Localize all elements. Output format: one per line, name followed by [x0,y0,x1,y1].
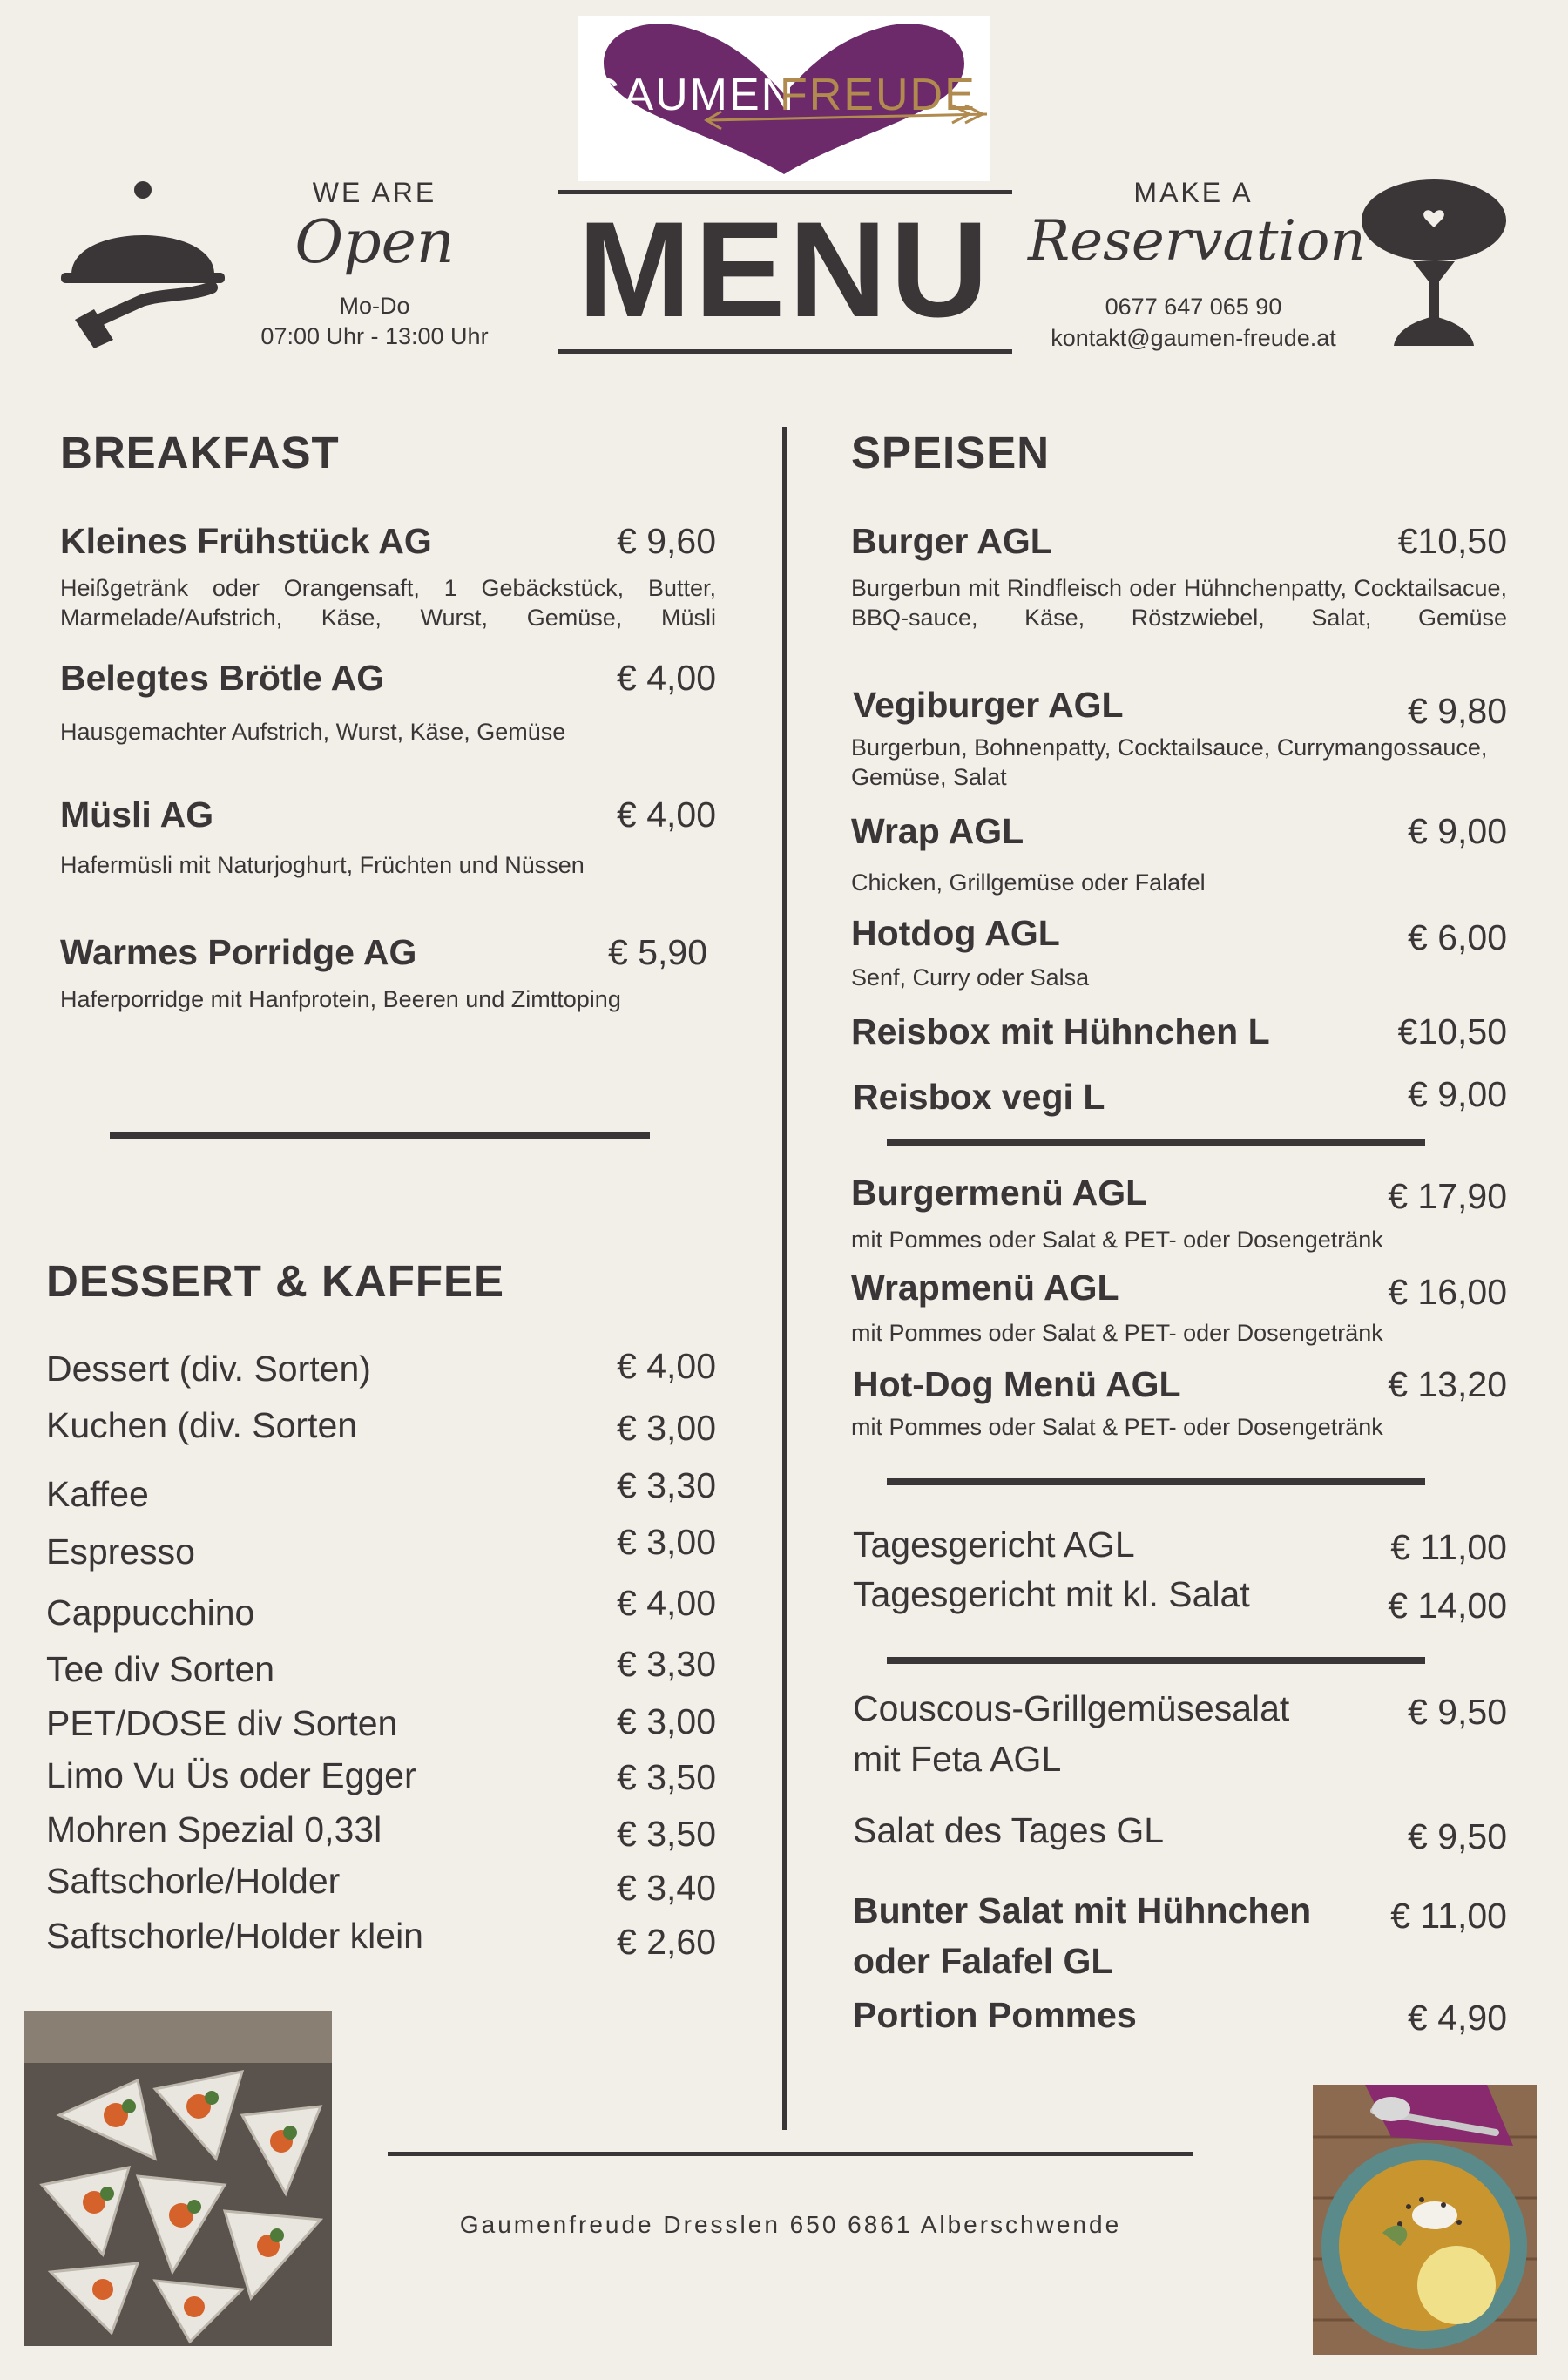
menu-item-price: € 4,00 [617,1346,716,1386]
menu-item-price: € 11,00 [1390,1527,1507,1567]
menu-item-name: Warmes Porridge AG [60,932,417,972]
menu-item-price: € 3,00 [617,1408,716,1448]
menu-item-name: Limo Vu Üs oder Egger [46,1755,416,1795]
email-address[interactable]: kontakt@gaumen-freude.at [1051,325,1336,351]
menu-item-price: € 14,00 [1388,1586,1507,1626]
menu-item-name: Cappucchino [46,1592,255,1633]
menu-item-price: € 9,80 [1408,691,1507,731]
section-divider [110,1132,650,1139]
menu-item-price: € 11,00 [1390,1896,1507,1936]
menu-item-price: € 3,30 [617,1465,716,1505]
menu-item-price: € 4,00 [617,1583,716,1623]
menu-item-name: Bunter Salat mit Hühnchen [853,1890,1312,1930]
breakfast-title: BREAKFAST [60,428,340,477]
menu-item-desc: Hausgemachter Aufstrich, Wurst, Käse, Gemüse [60,719,566,745]
menu-item-name: Saftschorle/Holder [46,1861,341,1901]
dessert-title: DESSERT & KAFFEE [46,1256,505,1306]
menu-item-price: € 4,90 [1408,1998,1507,2038]
brand-part1: GAUMEN [586,70,796,120]
open-script: Open [294,208,455,277]
menu-item-price: € 3,50 [617,1757,716,1797]
phone-number[interactable]: 0677 647 065 90 [1105,294,1282,320]
wraps-photo [24,2011,332,2346]
brand-part2: FREUDE [780,70,977,120]
menu-item-desc: Hafermüsli mit Naturjoghurt, Früchten und Nüssen [60,852,585,878]
menu-item-name: PET/DOSE div Sorten [46,1703,398,1743]
menu-item-price: € 16,00 [1388,1272,1507,1312]
menu-item-price: €10,50 [1397,521,1507,561]
menu-item-price: € 5,90 [608,932,707,972]
menu-item-name: Hot-Dog Menü AGL [853,1364,1181,1404]
page-title: MENU [558,190,1012,354]
menu-item-name: Espresso [46,1531,195,1572]
menu-item-desc: Chicken, Grillgemüse oder Falafel [851,869,1206,896]
menu-item-name: Couscous-Grillgemüsesalat [853,1688,1290,1728]
menu-item-desc: Burgerbun mit Rindfleisch oder Hühnchenpatty, Cocktailsacue, BBQ-sauce, Käse, Röstzwiebel, Salat, Gemüse [851,575,1507,631]
menu-item-name: Wrapmenü AGL [851,1268,1119,1308]
menu-item-price: € 3,00 [617,1701,716,1741]
menu-item-desc: mit Pommes oder Salat & PET- oder Dosengetränk [851,1320,1383,1346]
opening-days: Mo-Do [339,293,410,319]
menu-item-price: € 9,50 [1408,1816,1507,1856]
reservation-script: Reservation [1028,209,1366,274]
menu-item-price: € 2,60 [617,1922,716,1962]
menu-item-name: Portion Pommes [853,1995,1137,2035]
menu-item-desc: mit Pommes oder Salat & PET- oder Dosengetränk [851,1414,1383,1440]
table-icon [1361,179,1507,348]
menu-item-price: €10,50 [1397,1011,1507,1051]
menu-item-name: Salat des Tages GL [853,1810,1165,1850]
column-divider [782,427,787,2130]
menu-item-name: Burger AGL [851,521,1052,561]
menu-item-name: Mohren Spezial 0,33l [46,1809,382,1849]
menu-item-name: Kleines Frühstück AG [60,521,432,561]
menu-item-name: Kuchen (div. Sorten [46,1405,358,1445]
opening-hours: 07:00 Uhr - 13:00 Uhr [260,323,489,349]
menu-item-name: Reisbox mit Hühnchen L [851,1011,1270,1051]
menu-item-name: Dessert (div. Sorten) [46,1349,371,1389]
menu-item-desc: Haferporridge mit Hanfprotein, Beeren und Zimttoping [60,986,621,1012]
speisen-title: SPEISEN [851,428,1051,477]
menu-item-price: € 4,00 [617,658,716,698]
menu-item-price: € 17,90 [1388,1176,1507,1216]
menu-item-price: € 9,00 [1408,811,1507,851]
menu-item-price: € 9,60 [617,521,716,561]
menu-item-price: € 9,50 [1408,1692,1507,1732]
menu-item-name: Vegiburger AGL [853,685,1124,725]
menu-item-price: € 3,30 [617,1644,716,1684]
menu-item-name: Tagesgericht AGL [853,1525,1135,1565]
menu-item-name: Hotdog AGL [851,913,1060,953]
menu-item-price: € 13,20 [1388,1364,1507,1404]
menu-item-name: Burgermenü AGL [851,1173,1148,1213]
menu-item-name: Wrap AGL [851,811,1024,851]
section-divider [887,1657,1425,1664]
menu-item-desc: Senf, Curry oder Salsa [851,964,1090,991]
menu-item-name: Müsli AG [60,794,214,835]
open-label-small: WE ARE [312,177,437,208]
menu-item-name: Saftschorle/Holder klein [46,1916,423,1956]
menu-item-name: Tagesgericht mit kl. Salat [853,1574,1250,1614]
menu-item-name: Belegtes Brötle AG [60,658,385,698]
menu-item-price: € 3,40 [617,1868,716,1908]
menu-item-name-cont: oder Falafel GL [853,1941,1113,1981]
menu-item-price: € 6,00 [1408,917,1507,957]
cloche-icon [59,179,226,348]
menu-item-desc: Heißgetränk oder Orangensaft, 1 Gebäckstück, Butter, Marmelade/Aufstrich, Käse, Wurst, Gemüse, Müsli [60,575,716,631]
menu-item-desc: Burgerbun, Bohnenpatty, Cocktailsauce, Currymangossauce, Gemüse, Salat [851,734,1488,790]
menu-item-name: Tee div Sorten [46,1649,275,1689]
menu-item-desc: mit Pommes oder Salat & PET- oder Dosengetränk [851,1227,1383,1253]
menu-item-price: € 4,00 [617,794,716,835]
menu-item-name: Kaffee [46,1474,149,1514]
section-divider [887,1139,1425,1146]
footer-address: Gaumenfreude Dresslen 650 6861 Alberschwende [459,2211,1122,2238]
brand-logo [578,16,990,181]
menu-item-price: € 3,50 [617,1814,716,1854]
menu-item-price: € 9,00 [1408,1074,1507,1114]
section-divider [887,1478,1425,1485]
menu-item-name: Reisbox vegi L [853,1077,1105,1117]
footer-divider [388,2152,1193,2156]
reservation-label-small: MAKE A [1133,177,1254,208]
menu-item-name-cont: mit Feta AGL [853,1739,1062,1779]
curry-bowl-photo [1313,2085,1537,2355]
menu-item-price: € 3,00 [617,1522,716,1562]
